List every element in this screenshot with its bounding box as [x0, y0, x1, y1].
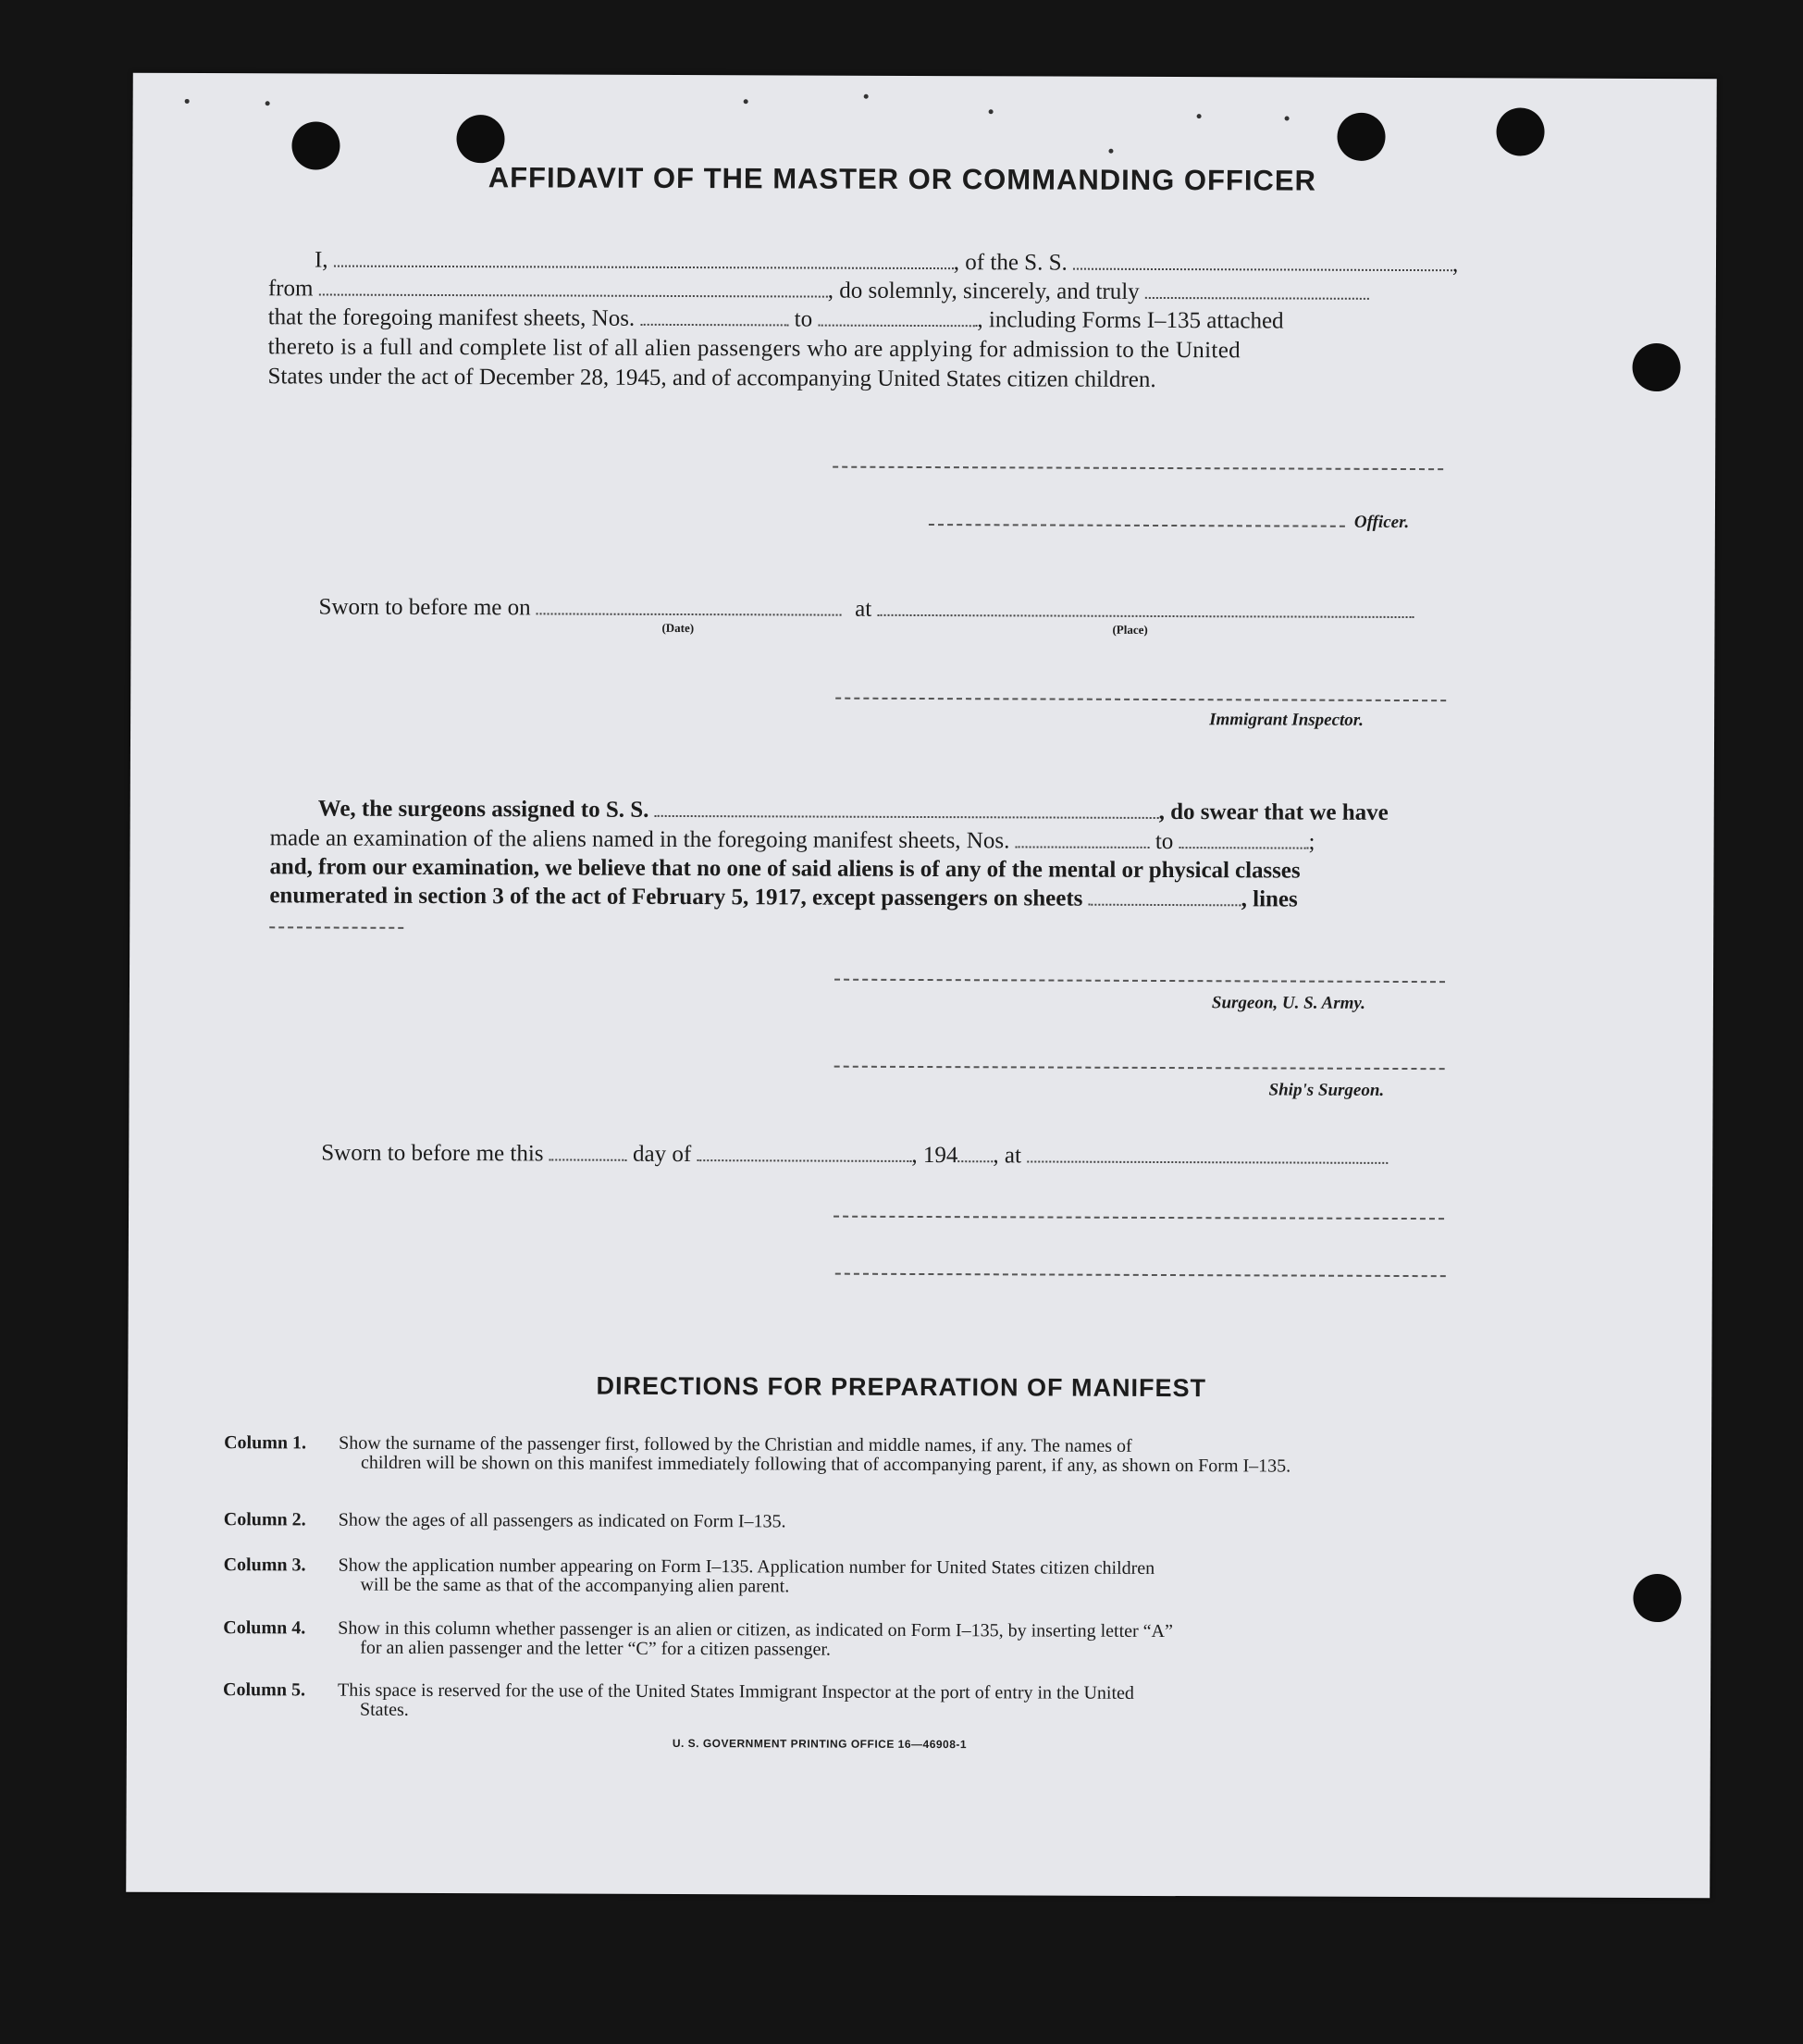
officer-caption: Officer.	[1353, 512, 1410, 533]
sworn-text: at	[855, 596, 872, 622]
speck	[185, 99, 190, 104]
surgeons-line-2	[270, 824, 1315, 856]
master-name-field[interactable]	[334, 247, 954, 270]
speck	[266, 101, 270, 105]
affidavit-line-2	[268, 275, 1369, 307]
speck	[1108, 149, 1113, 154]
surgeons-text: made an examination of the aliens named in the foregoing manifest sheets, Nos.	[269, 825, 1010, 854]
army-surgeon-signature-line[interactable]	[834, 979, 1445, 984]
speck	[864, 94, 869, 99]
direction-column-5	[223, 1679, 1564, 1720]
army-surgeon-caption: Surgeon, U. S. Army.	[1211, 993, 1365, 1013]
direction-column-4	[223, 1617, 1564, 1660]
directions-title: DIRECTIONS FOR PREPARATION OF MANIFEST	[596, 1371, 1207, 1403]
direction-column-2	[223, 1509, 1565, 1532]
sworn-year-field[interactable]	[957, 1142, 993, 1162]
direction-text: Show the surname of the passenger first, followed by the Christian and middle names, if any. The names of	[339, 1432, 1132, 1456]
direction-label: Column 3.	[223, 1555, 306, 1576]
signature-line[interactable]	[835, 1273, 1446, 1278]
speck	[1197, 114, 1202, 118]
date-caption: (Date)	[661, 620, 695, 636]
punch-hole	[1632, 343, 1680, 391]
direction-label: Column 5.	[223, 1679, 306, 1701]
surgeons-ship-field[interactable]	[655, 797, 1159, 819]
surgeons-sheets-from-field[interactable]	[1016, 827, 1150, 849]
form-page	[126, 73, 1717, 1899]
direction-text-cont: children will be shown on this manifest immediately following that of accompanying parent, if any, as shown on Form I–135.	[360, 1452, 1291, 1477]
inspector-signature-line[interactable]	[835, 698, 1446, 702]
direction-text: Show the application number appearing on Form I–135. Application number for United States citizen children	[338, 1555, 1155, 1579]
affidavit-text: , of the S. S.	[953, 250, 1068, 276]
sworn-month-field[interactable]	[697, 1141, 911, 1162]
surgeons-text: , do swear that we have	[1158, 799, 1389, 825]
affidavit-text: I,	[314, 247, 328, 273]
punch-hole	[1633, 1574, 1681, 1622]
affidavit-line-3	[268, 304, 1284, 335]
surgeons-text: We, the surgeons assigned to S. S.	[317, 796, 649, 823]
except-lines-field[interactable]	[269, 926, 403, 929]
direction-text: This space is reserved for the use of the United States Immigrant Inspector at the port of entry in the United	[338, 1679, 1134, 1703]
sworn-place-field[interactable]	[877, 596, 1414, 618]
except-sheets-field[interactable]	[1089, 886, 1241, 907]
surgeons-line-3: and, from our examination, we believe that no one of said aliens is of any of the mental or physical classes	[269, 854, 1301, 884]
speck	[989, 109, 994, 114]
affidavit-line-4: thereto is a full and complete list of all alien passengers who are applying for admission to the United	[267, 334, 1241, 364]
surgeons-text: to	[1155, 828, 1174, 855]
surgeons-line-4	[269, 882, 1298, 913]
affidavit-line-1	[268, 246, 1493, 279]
sworn-at-field[interactable]	[1027, 1142, 1388, 1163]
sworn-text: , 194	[911, 1142, 958, 1169]
surgeons-sheets-to-field[interactable]	[1179, 828, 1309, 849]
affidavit-text: , including Forms I–135 attached	[977, 307, 1284, 334]
direction-column-3	[223, 1555, 1565, 1597]
direction-label: Column 4.	[223, 1617, 306, 1639]
affidavit-text: that the foregoing manifest sheets, Nos.	[267, 304, 636, 331]
affidavit-text: from	[267, 276, 314, 302]
direction-text-cont: States.	[359, 1699, 409, 1720]
direction-text-cont: for an alien passenger and the letter “C” for a citizen passenger.	[360, 1637, 831, 1660]
printing-office-footer: U. S. GOVERNMENT PRINTING OFFICE 16—46908-1	[672, 1736, 968, 1752]
direction-text: Show in this column whether passenger is an alien or citizen, as indicated on Form I–135, by inserting letter “A”	[338, 1617, 1173, 1642]
page-title: AFFIDAVIT OF THE MASTER OR COMMANDING OFFICER	[488, 161, 1316, 197]
sheets-from-field[interactable]	[640, 305, 788, 327]
signature-line[interactable]	[834, 1216, 1444, 1220]
punch-hole	[456, 115, 504, 163]
surgeons-text: , lines	[1241, 886, 1298, 912]
affidavit-text: , do solemnly, sincerely, and truly	[827, 278, 1140, 304]
officer-signature-line-1[interactable]	[833, 466, 1443, 471]
surgeons-line-1	[270, 795, 1389, 827]
officer-signature-line-2[interactable]	[929, 524, 1345, 527]
sworn-text: Sworn to before me this	[321, 1140, 544, 1167]
affidavit-text: ,	[1451, 252, 1459, 278]
punch-hole	[1496, 107, 1544, 155]
direction-text-cont: will be the same as that of the accompanying alien parent.	[360, 1574, 790, 1597]
affidavit-text: to	[794, 306, 813, 332]
sworn-text: , at	[993, 1143, 1022, 1169]
sworn-text: day of	[632, 1141, 692, 1168]
speck	[1285, 117, 1290, 121]
ship-name-field[interactable]	[1073, 250, 1452, 272]
sworn-day-field[interactable]	[550, 1140, 627, 1160]
affidavit-line-5: States under the act of December 28, 1945, and of accompanying United States citizen children.	[267, 364, 1156, 392]
sheets-to-field[interactable]	[818, 306, 977, 328]
from-field[interactable]	[319, 275, 828, 297]
sworn-on-line	[319, 593, 1414, 626]
direction-column-1	[224, 1432, 1565, 1477]
sworn-text: Sworn to before me on	[318, 594, 531, 621]
sworn-date-field[interactable]	[537, 594, 842, 615]
ship-surgeon-signature-line[interactable]	[834, 1066, 1445, 1071]
surgeons-text: enumerated in section 3 of the act of February 5, 1917, except passengers on sheets	[269, 883, 1083, 911]
direction-label: Column 2.	[223, 1509, 306, 1530]
direction-text: Show the ages of all passengers as indicated on Form I–135.	[338, 1509, 786, 1532]
sworn-this-line	[321, 1140, 1388, 1171]
inspector-caption: Immigrant Inspector.	[1209, 710, 1364, 730]
oath-field[interactable]	[1145, 279, 1369, 300]
surgeons-text: ;	[1308, 829, 1315, 855]
ship-surgeon-caption: Ship's Surgeon.	[1268, 1080, 1385, 1100]
speck	[744, 99, 748, 104]
punch-hole	[1337, 113, 1385, 161]
place-caption: (Place)	[1112, 622, 1148, 637]
direction-label: Column 1.	[224, 1432, 307, 1454]
